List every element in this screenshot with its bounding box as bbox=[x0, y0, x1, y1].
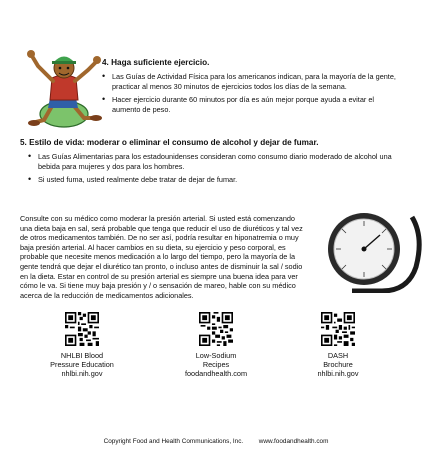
qr-label-line1: NHLBI Blood bbox=[60, 351, 104, 360]
qr-code-icon[interactable] bbox=[199, 312, 233, 346]
qr-block bbox=[176, 312, 256, 378]
list-item: • Hacer ejercicio durante 60 minutos por día es aún mejor porque ayuda a evitar el aumento de peso. bbox=[102, 95, 402, 114]
qr-label bbox=[176, 351, 256, 378]
qr-label-line3: nhlbi.nih.gov bbox=[317, 369, 359, 378]
qr-label-line2: Brochure bbox=[323, 360, 353, 369]
list-item: • Si usted fuma, usted realmente debe tratar de dejar de fumar. bbox=[28, 175, 412, 185]
footer-website-link[interactable]: www.foodandhealth.com bbox=[258, 438, 329, 445]
qr-label bbox=[42, 351, 122, 378]
qr-label-line1: DASH bbox=[327, 351, 349, 360]
qr-label-line1: Low-Sodium bbox=[195, 351, 237, 360]
blood-pressure-gauge-illustration bbox=[312, 207, 424, 293]
qr-block bbox=[298, 312, 378, 378]
section-4-heading: 4. Haga suficiente ejercicio. bbox=[102, 58, 210, 67]
qr-label-line2: Recipes bbox=[202, 360, 230, 369]
section-4-list bbox=[102, 72, 402, 114]
footer-copyright: Copyright Food and Health Communications, Inc. bbox=[103, 438, 244, 445]
qr-block bbox=[42, 312, 122, 378]
qr-label-line2: Pressure Education bbox=[50, 360, 114, 369]
section-5-heading: 5. Estilo de vida: moderar o eliminar el consumo de alcohol y dejar de fumar. bbox=[20, 138, 319, 147]
qr-label-line3: nhlbi.nih.gov bbox=[61, 369, 103, 378]
consult-paragraph: Consulte con su médico como moderar la presión arterial. Si usted está comenzando una dieta baja en sal, será probable que tenga que reducir el uso de diuréticos y tal vez de otros medicamentos también. De no ser así, podría resultar en hiponatremia o muy baja presión arterial. Al hacer cambios en su dieta, su ejercicio y peso corporal, es probable que necesite menos medicación a lo largo del tiempo, pero la mayoría de la gente tendrá que dejar el diurético tan pronto, o incluso antes de disminuir la sal / sodio en la dieta. Estar en control de su presión arterial es siempre una buena idea para ver cómo le va. Si tiene muy baja presión y / o sensación de mareo, hable con su médico acerca de la reducción de medicamentos adicionales. bbox=[20, 214, 303, 300]
qr-code-icon[interactable] bbox=[321, 312, 355, 346]
section-5 bbox=[20, 138, 412, 189]
qr-code-icon[interactable] bbox=[65, 312, 99, 346]
qr-label bbox=[298, 351, 378, 378]
list-item: • Las Guías Alimentarias para los estadounidenses consideran como consumo diario moderado de alcohol una bebida para mujeres y dos para los hombres. bbox=[28, 152, 412, 171]
qr-section bbox=[0, 312, 432, 392]
qr-label-line3: foodandhealth.com bbox=[184, 369, 248, 378]
exercise-character-illustration bbox=[22, 48, 104, 130]
section-4 bbox=[102, 58, 402, 118]
section-5-list bbox=[20, 152, 412, 185]
footer bbox=[0, 438, 432, 445]
list-item: • Las Guías de Actividad Física para los americanos indican, para la mayoría de la gente, practicar al menos 30 minutos de ejercicios todos los días de la semana. bbox=[102, 72, 402, 91]
